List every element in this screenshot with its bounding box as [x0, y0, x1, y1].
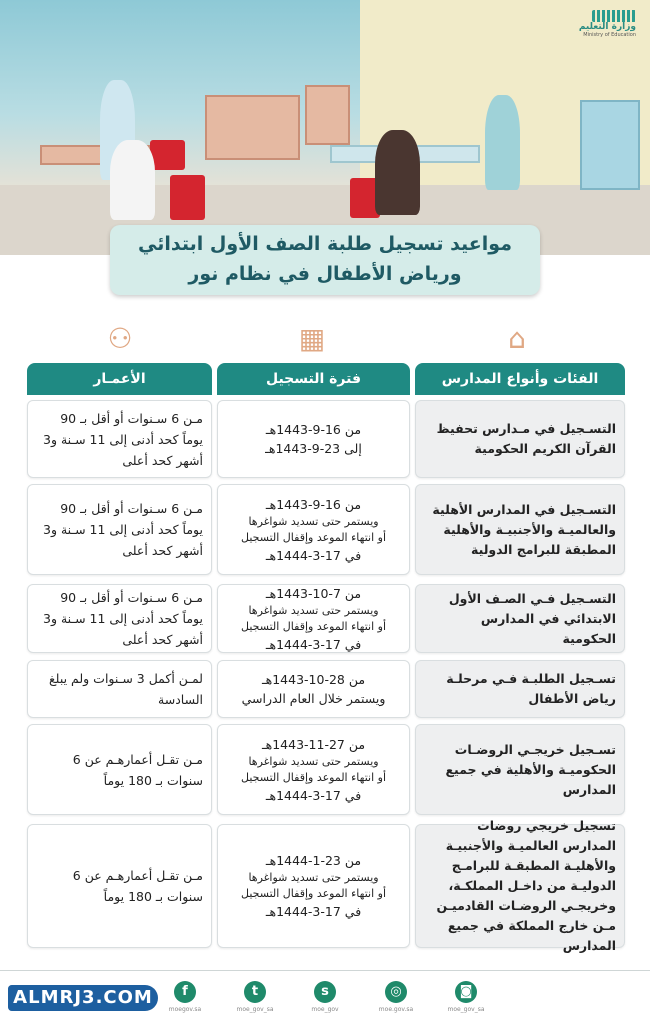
- category-cell: [415, 584, 625, 653]
- period-cell: [217, 660, 410, 718]
- period-line: ويستمر حتى تسديد شواغرها: [248, 754, 379, 768]
- social-label: moe_gov: [311, 1006, 339, 1013]
- title-line-2: ورياض الأطفال في نظام نور: [188, 263, 462, 285]
- ages-cell: [27, 400, 212, 478]
- period-line: أو انتهاء الموعد وإقفال التسجيل: [241, 770, 386, 784]
- period-line: ويستمر خلال العام الدراسي: [241, 691, 386, 706]
- snapchat-icon: s: [314, 981, 336, 1003]
- period-line: من 7-10-1443هـ: [265, 585, 362, 601]
- ages-cell: [27, 484, 212, 575]
- header-ages: الأعمـار: [27, 363, 212, 395]
- period-line: ويستمر حتى تسديد شواغرها: [248, 603, 379, 617]
- period-line: أو انتهاء الموعد وإقفال التسجيل: [241, 530, 386, 544]
- category-text: تسجيل خريجي روضات المدارس العالميـة والأجنبيـة والأهليـة المطبقـة للبرامـج الدوليـة من داخـل المملكـة، وخريجـي الروضـات القادميـن مـن خارج المملكة في جميع المدارس: [436, 818, 616, 953]
- header-categories: الفئات وأنواع المدارس: [415, 363, 625, 395]
- child: [485, 95, 520, 190]
- category-cell: [415, 484, 625, 575]
- period-line: أو انتهاء الموعد وإقفال التسجيل: [241, 887, 386, 900]
- chair: [170, 175, 205, 220]
- social-link[interactable]: [436, 981, 496, 1013]
- period-cell: [217, 584, 410, 653]
- period-line: ويستمر حتى تسديد شواغرها: [248, 871, 379, 884]
- social-label: moe.gov.sa: [378, 1006, 414, 1013]
- social-link[interactable]: [225, 981, 285, 1013]
- period-line: من 16-9-1443هـ: [265, 422, 362, 437]
- period-cell: [217, 484, 410, 575]
- period-cell: [217, 824, 410, 948]
- twitter-icon: t: [244, 981, 266, 1003]
- school-icon: ⌂: [508, 322, 526, 355]
- period-line: في 17-3-1444هـ: [265, 636, 362, 652]
- people-icon: ⚇: [107, 322, 133, 355]
- facebook-icon: f: [174, 981, 196, 1003]
- category-text: تسـجيل خريجـي الروضـات الحكوميـة والأهلية في جميع المدارس: [445, 741, 616, 797]
- category-text: تسـجيل الطلبـة فـي مرحلـة رياض الأطفال: [446, 671, 616, 706]
- social-link[interactable]: [155, 981, 215, 1013]
- period-line: في 17-3-1444هـ: [265, 547, 362, 563]
- ministry-logo-icon: [592, 10, 636, 22]
- ages-cell: [27, 584, 212, 653]
- child: [110, 140, 155, 220]
- category-cell: [415, 724, 625, 815]
- child: [375, 130, 420, 215]
- calendar-icon: ▦: [298, 322, 326, 355]
- cabinet: [580, 100, 640, 190]
- period-line: إلى 23-9-1443هـ: [265, 441, 362, 456]
- ages-text: مـن 6 سـنوات أو أقل بـ 90 يوماً كحد أدنى إلى 11 سـنة و3 أشهر كحد أعلى: [42, 410, 203, 468]
- category-text: التسـجيل في مـدارس تحفيظ القرآن الكريم الحكومية: [436, 421, 616, 456]
- ages-cell: [27, 724, 212, 815]
- category-cell: [415, 660, 625, 718]
- period-line: أو انتهاء الموعد وإقفال التسجيل: [241, 619, 386, 633]
- social-label: moe_gov_sa: [236, 1006, 274, 1013]
- ages-cell: [27, 824, 212, 948]
- period-line: ويستمر حتى تسديد شواغرها: [248, 514, 379, 528]
- page-title: [110, 225, 540, 295]
- social-link[interactable]: [295, 981, 355, 1013]
- category-text: التسـجيل فـي الصـف الأول الابتدائي في المدارس الحكومية: [448, 590, 616, 646]
- period-line: من 16-9-1443هـ: [265, 496, 362, 512]
- ages-text: مـن تقـل أعمارهـم عن 6 سنوات بـ 180 يوماً: [72, 751, 203, 788]
- category-cell: [415, 400, 625, 478]
- ministry-logo: [579, 10, 636, 38]
- social-link[interactable]: [366, 981, 426, 1013]
- ages-text: لمـن أكمل 3 سـنوات ولم يبلغ السادسة: [49, 671, 203, 707]
- ages-text: مـن 6 سـنوات أو أقل بـ 90 يوماً كحد أدنى إلى 11 سـنة و3 أشهر كحد أعلى: [42, 590, 203, 647]
- shelf: [205, 95, 300, 160]
- title-line-1: مواعيد تسجيل طلبة الصف الأول ابتدائي: [138, 233, 512, 255]
- category-text: التسـجيل في المدارس الأهلية والعالميـة والأجنبيـة والأهلية المطبقة للبرامج الدولية: [432, 501, 616, 557]
- instagram-icon: ◙: [455, 981, 477, 1003]
- chair: [150, 140, 185, 170]
- logo-arabic: وزارة التعليم: [578, 22, 636, 32]
- period-line: في 17-3-1444هـ: [265, 904, 362, 919]
- category-cell: [415, 818, 625, 953]
- globe-icon: ◎: [385, 981, 407, 1003]
- social-label: moe_gov_sa: [447, 1006, 485, 1013]
- period-line: في 17-3-1444هـ: [265, 787, 362, 803]
- social-label: moegov.sa: [168, 1006, 202, 1013]
- classroom-photo: [0, 0, 650, 255]
- ages-cell: [27, 660, 212, 718]
- period-line: من 28-10-1443هـ: [261, 672, 366, 687]
- period-cell: [217, 724, 410, 815]
- period-cell: [217, 400, 410, 478]
- ages-text: مـن تقـل أعمارهـم عن 6 سنوات بـ 180 يوماً: [72, 868, 203, 904]
- shelf: [305, 85, 350, 145]
- header-period: فترة التسجيل: [217, 363, 410, 395]
- site-brand[interactable]: ALMRJ3.COM: [8, 985, 158, 1011]
- ages-text: مـن 6 سـنوات أو أقل بـ 90 يوماً كحد أدنى إلى 11 سـنة و3 أشهر كحد أعلى: [42, 501, 203, 558]
- period-line: من 23-1-1444هـ: [265, 853, 362, 868]
- footer: [0, 970, 650, 1024]
- logo-english: Ministry of Education: [583, 32, 636, 38]
- period-line: من 27-11-1443هـ: [261, 736, 366, 752]
